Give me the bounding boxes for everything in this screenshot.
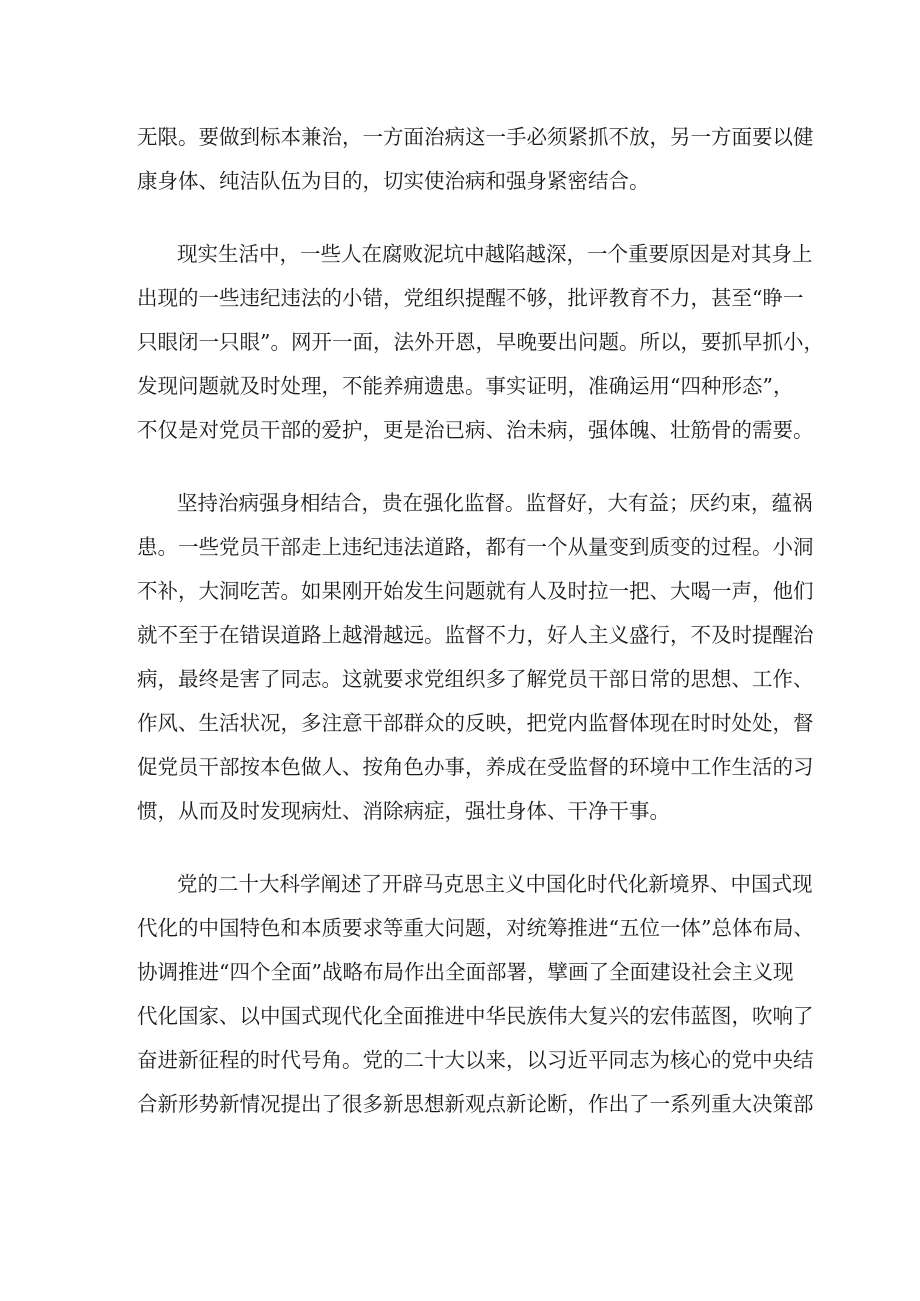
text-line: 现实生活中，一些人在腐败泥坑中越陷越深，一个重要原因是对其身上 — [177, 242, 813, 266]
text-line: 代化的中国特色和本质要求等重大问题，对统筹推进“五位一体”总体布局、 — [137, 916, 814, 940]
text-line: 不仅是对党员干部的爱护，更是治已病、治未病，强体魄、壮筋骨的需要。 — [137, 418, 814, 442]
text-line: 就不至于在错误道路上越滑越远。监督不力，好人主义盛行，不及时提醒治 — [137, 623, 814, 647]
text-line: 坚持治病强身相结合，贵在强化监督。监督好，大有益；厌约束，蕴祸 — [177, 491, 813, 515]
text-line: 党的二十大科学阐述了开辟马克思主义中国化时代化新境界、中国式现 — [177, 872, 813, 896]
text-line: 患。一些党员干部走上违纪违法道路，都有一个从量变到质变的过程。小洞 — [137, 535, 814, 559]
text-line: 无限。要做到标本兼治，一方面治病这一手必须紧抓不放，另一方面要以健 — [137, 125, 814, 149]
text-line: 康身体、纯洁队伍为目的，切实使治病和强身紧密结合。 — [137, 169, 650, 193]
text-line: 合新形势新情况提出了很多新思想新观点新论断，作出了一系列重大决策部 — [137, 1092, 814, 1116]
text-line: 不补，大洞吃苦。如果刚开始发生问题就有人及时拉一把、大喝一声，他们 — [137, 579, 814, 603]
text-line: 促党员干部按本色做人、按角色办事，养成在受监督的环境中工作生活的习 — [137, 755, 814, 779]
text-line: 只眼闭一只眼”。网开一面，法外开恩，早晚要出问题。所以，要抓早抓小， — [137, 330, 824, 354]
text-line: 发现问题就及时处理，不能养痈遗患。事实证明，准确运用“四种形态”， — [137, 374, 794, 398]
text-line: 奋进新征程的时代号角。党的二十大以来，以习近平同志为核心的党中央结 — [137, 1048, 814, 1072]
text-line: 病，最终是害了同志。这就要求党组织多了解党员干部日常的思想、工作、 — [137, 667, 814, 691]
text-line: 协调推进“四个全面”战略布局作出全面部署，擘画了全面建设社会主义现 — [137, 960, 794, 984]
text-line: 惯，从而及时发现病灶、消除病症，强壮身体、干净干事。 — [137, 799, 670, 823]
text-line: 代化国家、以中国式现代化全面推进中华民族伟大复兴的宏伟蓝图，吹响了 — [137, 1004, 814, 1028]
text-line: 出现的一些违纪违法的小错，党组织提醒不够，批评教育不力，甚至“睁一 — [137, 286, 804, 310]
text-line: 作风、生活状况，多注意干部群众的反映，把党内监督体现在时时处处，督 — [137, 711, 814, 735]
